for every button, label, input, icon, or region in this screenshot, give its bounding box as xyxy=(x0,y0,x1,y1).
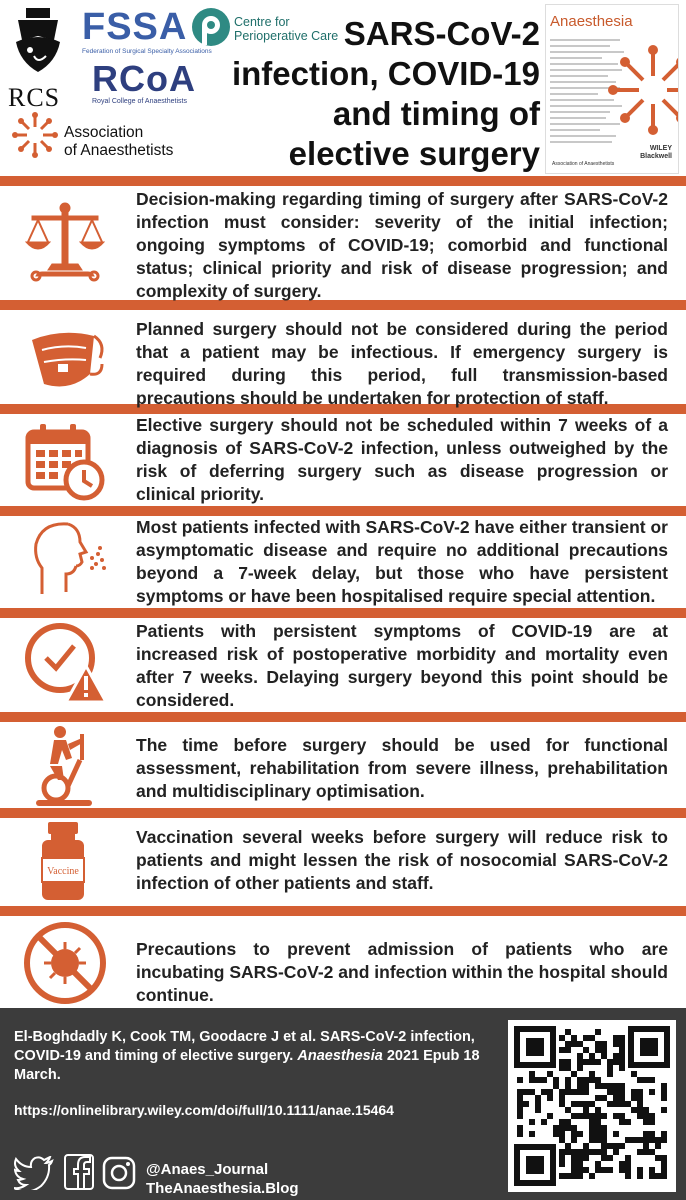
guidance-panel xyxy=(0,310,686,408)
publisher-line2: Blackwell xyxy=(640,153,672,160)
aoa-flower-icon xyxy=(12,112,58,158)
guidance-panel xyxy=(0,722,686,808)
guidance-panel xyxy=(0,818,686,906)
divider xyxy=(0,176,686,186)
article-link[interactable]: https://onlinelibrary.wiley.com/doi/full/10.1111/anae.15464 xyxy=(14,1102,394,1118)
rcoa-text: RCoA xyxy=(92,58,196,99)
blog-link[interactable]: TheAnaesthesia.Blog xyxy=(146,1180,299,1197)
guidance-panel xyxy=(0,186,686,300)
title-line: and timing of xyxy=(332,95,540,132)
twitter-handle[interactable]: @Anaes_Journal xyxy=(146,1161,269,1178)
publisher-line1: WILEY xyxy=(649,145,672,152)
panel-text: Most patients infected with SARS-CoV-2 have either transient or asymptomatic disease and require no additional precautions beyond a 7-week delay, but those who have persistent symptoms or have been hospitalised require special attention. xyxy=(136,517,668,606)
rcs-crest-icon xyxy=(8,6,68,76)
panel-text: Vaccination several weeks before surgery will reduce risk to patients and might lessen the risk of nosocomial SARS-CoV-2 infection of other patients and staff. xyxy=(136,827,668,893)
footer xyxy=(0,1008,686,1200)
panel-text: The time before surgery should be used for functional assessment, rehabilitation from severe illness, prehabilitation and multidisciplinary optimisation. xyxy=(136,735,668,801)
aoa-text xyxy=(64,124,173,160)
panel-text: Patients with persistent symptoms of COVID-19 are at increased risk of postoperative morbidity and mortality even after 7 weeks. Delaying surgery beyond this point should be considered. xyxy=(136,621,668,710)
qr-code-icon[interactable] xyxy=(508,1020,676,1192)
instagram-icon[interactable] xyxy=(102,1156,136,1190)
citation-part1: El-Boghdadly K, Cook TM, Goodacre J et al. SARS-CoV-2 infection, COVID-19 and timing of elective surgery. xyxy=(14,1029,475,1064)
title-line: elective surgery xyxy=(288,135,540,172)
journal-assoc: Association of Anaesthetists xyxy=(552,161,615,167)
aoa-line1: Association xyxy=(64,124,144,141)
divider xyxy=(0,906,686,916)
rcs-logo xyxy=(8,6,74,112)
rcs-text: RCS xyxy=(8,83,61,112)
journal-name: Anaesthesia xyxy=(550,13,633,30)
guidance-panel xyxy=(0,618,686,712)
twitter-icon[interactable] xyxy=(14,1156,54,1190)
title-line: SARS-CoV-2 xyxy=(343,15,540,52)
guidance-panel xyxy=(0,414,686,506)
page-title xyxy=(208,14,540,174)
journal-cover xyxy=(545,4,679,174)
divider xyxy=(0,712,686,722)
journal-flower-icon xyxy=(608,45,679,135)
no-virus-icon xyxy=(22,920,108,1006)
face-mask-icon xyxy=(22,314,108,400)
coughing-head-icon xyxy=(22,518,108,604)
journal-publisher xyxy=(640,145,672,161)
panel-text: Planned surgery should not be considered during the period that a patient may be infectious. If emergency surgery is required during this period, full transmission-based precautions should be undertaken for protection of staff. xyxy=(136,319,668,408)
fssa-text: FSSA xyxy=(82,6,188,48)
cpoc-line1: Centre for xyxy=(234,15,290,29)
cpoc-line2: Perioperative Care xyxy=(234,29,339,43)
header xyxy=(0,0,686,178)
aoa-logo xyxy=(12,112,212,168)
citation xyxy=(14,1028,494,1085)
vial-label: Vaccine xyxy=(47,866,79,877)
guidance-panel xyxy=(0,916,686,1008)
exercise-bike-icon xyxy=(22,724,108,810)
panel-text: Decision-making regarding timing of surgery after SARS-CoV-2 infection must consider: severity of the initial infection; ongoing symptoms of COVID-19; comorbid and functional status; clinical priority and risk of disease progression; and complexity of surgery. xyxy=(136,189,668,301)
social-handles xyxy=(146,1160,299,1198)
rcoa-logo xyxy=(92,60,196,105)
scales-icon xyxy=(22,198,108,284)
clock-warning-icon xyxy=(22,620,108,706)
citation-part2: 2021 Epub 18 March. xyxy=(14,1048,480,1083)
citation-journal: Anaesthesia xyxy=(297,1048,383,1064)
aoa-line2: of Anaesthetists xyxy=(64,142,174,159)
title-line: infection, COVID-19 xyxy=(231,55,540,92)
calendar-clock-icon xyxy=(22,418,108,504)
guidance-panel xyxy=(0,516,686,608)
facebook-icon[interactable] xyxy=(64,1154,94,1190)
divider xyxy=(0,608,686,618)
divider xyxy=(0,506,686,516)
panel-text: Precautions to prevent admission of patients who are incubating SARS-CoV-2 and infection within the hospital should continue. xyxy=(136,939,668,1005)
vaccine-vial-icon xyxy=(22,818,108,904)
panel-text: Elective surgery should not be scheduled within 7 weeks of a diagnosis of SARS-CoV-2 infection, unless outweighed by the risk of deferring surgery such as disease progression or clinical priority. xyxy=(136,415,668,504)
fssa-subtitle: Federation of Surgical Specialty Associations xyxy=(82,48,212,55)
rcoa-subtitle: Royal College of Anaesthetists xyxy=(92,98,187,105)
